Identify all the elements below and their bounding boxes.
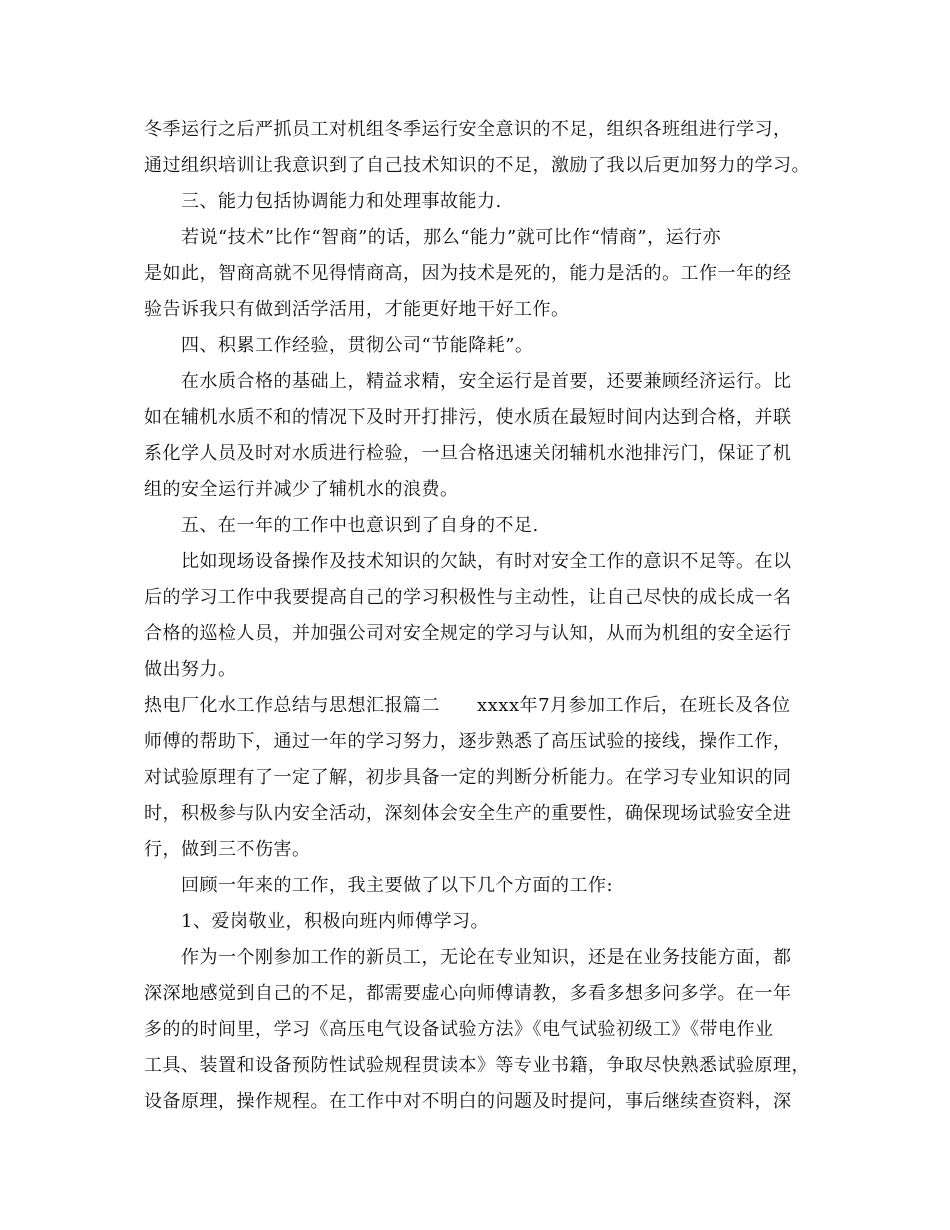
text-line-6: 验告诉我只有做到活学活用，才能更好地干好工作。 [144,299,570,320]
text-line-21: 行，做到三不伤害。 [144,839,311,860]
text-line-10: 系化学人员及时对水质进行检验，一旦合格迅速关闭辅机水池排污门，保证了机 [144,443,792,464]
section-heading-3: 三、能力包括协调能力和处理事故能力. [181,191,502,212]
text-line-20: 时，积极参与队内安全活动，深刻体会安全生产的重要性，确保现场试验安全进 [144,803,792,824]
text-line-24: 作为一个刚参加工作的新员工，无论在专业知识，还是在业务技能方面，都 [181,947,792,968]
text-line-26: 多的的时间里，学习《高压电气设备试验方法》《电气试验初级工》《带电作业 [144,1019,774,1040]
text-line-5: 是如此，智商高就不见得情商高，因为技术是死的，能力是活的。工作一年的经 [144,263,792,284]
text-line-8: 在水质合格的基础上，精益求精，安全运行是首要，还要兼顾经济运行。比 [181,371,792,392]
text-line-28: 设备原理，操作规程。在工作中对不明白的问题及时提问，事后继续查资料，深 [144,1091,792,1112]
section-heading-4: 四、积累工作经验，贯彻公司“节能降耗”。 [181,335,534,356]
text-line-11: 组的安全运行并减少了辅机水的浪费。 [144,479,459,500]
text-line-9: 如在辅机水质不和的情况下及时开打排污，使水质在最短时间内达到合格，并联 [144,407,792,428]
text-line-14: 后的学习工作中我要提高自己的学习积极性与主动性，让自己尽快的成长成一名 [144,587,792,608]
section-heading-1: 1、爱岗敬业，积极向班内师傅学习。 [181,911,489,932]
article-title-line: 热电厂化水工作总结与思想汇报篇二 xxxx年7月参加工作后，在班长及各位 [144,695,791,716]
text-line-18: 师傅的帮助下，通过一年的学习努力，逐步熟悉了高压试验的接线，操作工作， [144,731,792,752]
text-line-2: 通过组织培训让我意识到了自己技术知识的不足，激励了我以后更加努力的学习。 [144,155,810,176]
section-heading-5: 五、在一年的工作中也意识到了自身的不足. [181,515,539,536]
text-line-25: 深深地感觉到自己的不足，都需要虚心向师傅请教，多看多想多问多学。在一年 [144,983,792,1004]
text-line-19: 对试验原理有了一定了解，初步具备一定的判断分析能力。在学习专业知识的同 [144,767,792,788]
text-line-13: 比如现场设备操作及技术知识的欠缺，有时对安全工作的意识不足等。在以 [181,551,792,572]
text-line-1: 冬季运行之后严抓员工对机组冬季运行安全意识的不足，组织各班组进行学习， [144,119,792,140]
text-line-16: 做出努力。 [144,659,237,680]
text-line-4: 若说“技术”比作“智商”的话，那么“能力”就可比作“情商”，运行亦 [181,227,722,248]
text-line-22: 回顾一年来的工作，我主要做了以下几个方面的工作: [181,875,614,896]
text-line-15: 合格的巡检人员，并加强公司对安全规定的学习与认知，从而为机组的安全运行 [144,623,792,644]
text-line-27: 工具、装置和设备预防性试验规程贯读本》等专业书籍，争取尽快熟悉试验原理， [144,1055,810,1076]
